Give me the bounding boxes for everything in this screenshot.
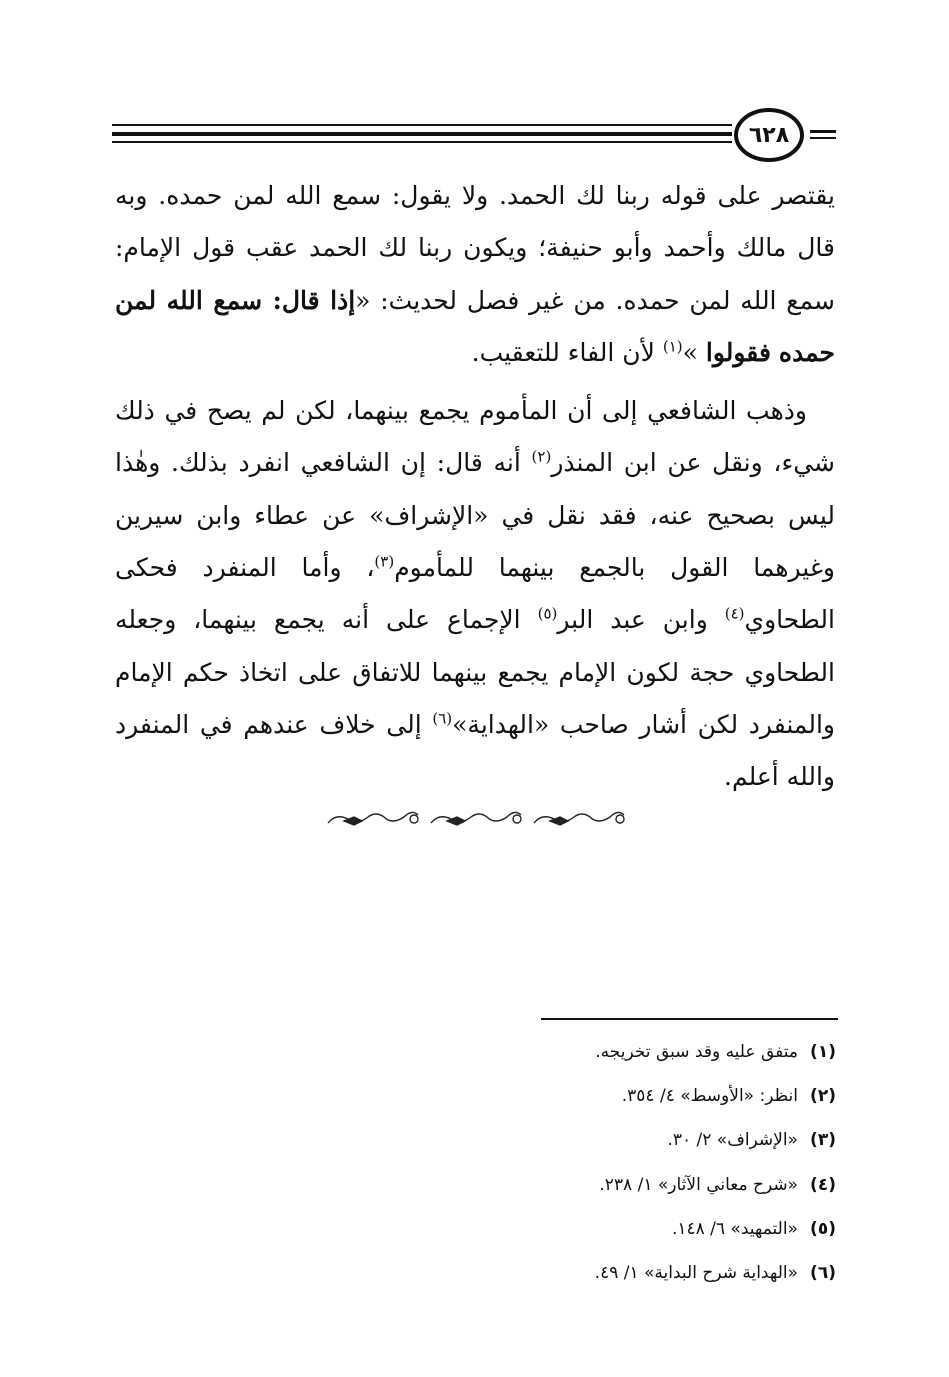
footnote-ref: (٦) xyxy=(432,709,453,728)
footnote-separator xyxy=(541,1018,838,1020)
footnote-number: (٦) xyxy=(810,1263,836,1284)
text-line: أنه قال: إن الشافعي انفرد بذلك. وهٰذا xyxy=(115,448,532,478)
text-line: الإمام والمنفرد لكن أشار صاحب «الهداية» xyxy=(115,657,835,739)
header-rule xyxy=(810,130,836,133)
text-line: ، وأما المنفرد فحكى xyxy=(115,553,375,583)
quote-mark: » xyxy=(682,337,706,367)
text-line: ليس بصحيح عنه، فقد نقل في «الإشراف» عن عطاء وابن سيرين xyxy=(115,500,835,530)
footnote-ref: (٣) xyxy=(374,552,395,571)
footnotes xyxy=(400,1030,836,1295)
page-header xyxy=(112,108,836,158)
text-line: الإجماع على أنه يجمع بينهما، وجعله xyxy=(115,605,538,635)
footnote-ref: (٢) xyxy=(531,448,552,467)
footnote-item xyxy=(400,1030,836,1074)
text-line: الله لمن حمده. من غير فصل لحديث: « xyxy=(355,285,777,315)
text-line: وذهب الشافعي إلى أن المأموم يجمع بينهما، لكن لم يصح في ذلك xyxy=(115,396,807,426)
footnote-number: (٣) xyxy=(810,1130,836,1151)
footnote-text: انظر: «الأوسط» ٤/ ٣٥٤. xyxy=(621,1086,798,1107)
footnote-text: «التمهيد» ٦/ ١٤٨. xyxy=(671,1218,798,1239)
text-line: يقتصر على قوله ربنا لك الحمد. ولا يقول: سمع الله لمن حمده. وبه قال xyxy=(115,181,835,263)
footnote-item xyxy=(400,1207,836,1251)
footnote-ref: (٥) xyxy=(537,605,558,624)
header-rule xyxy=(112,124,732,126)
hadith-quote-end: فقولوا xyxy=(705,337,771,367)
footnote-item xyxy=(400,1163,836,1207)
footnote-number: (٤) xyxy=(810,1174,836,1195)
text-line: وغيرهما القول بالجمع بينهما للمأموم xyxy=(394,553,835,583)
text-line: لأن الفاء للتعقيب. xyxy=(471,337,663,367)
footnote-text: «شرح معاني الآثار» ١/ ٢٣٨. xyxy=(599,1174,798,1195)
ornament-divider xyxy=(322,805,632,837)
footnote-item xyxy=(400,1118,836,1162)
footnote-number: (٥) xyxy=(810,1218,836,1239)
footnote-ref: (١) xyxy=(662,337,683,356)
footnote-item xyxy=(400,1074,836,1118)
ornament-motif xyxy=(534,812,624,825)
footnote-ref: (٤) xyxy=(724,605,745,624)
footnote-text: «الهداية شرح البداية» ١/ ٤٩. xyxy=(594,1263,798,1284)
paragraph-1 xyxy=(115,170,835,379)
footnote-number: (٢) xyxy=(810,1086,836,1107)
text-line: شيء، ونقل عن ابن المنذر xyxy=(551,448,835,478)
hadith-quote: إذا قال: سمع الله لمن حمده xyxy=(115,285,835,367)
text-line: وابن عبد البر xyxy=(557,605,725,635)
ornament-motif xyxy=(431,812,521,825)
main-text xyxy=(115,170,835,804)
text-line: الطحاوي xyxy=(744,605,835,635)
header-rule xyxy=(112,132,732,136)
footnote-text: «الإشراف» ٢/ ٣٠. xyxy=(667,1130,798,1151)
header-rule xyxy=(112,141,732,143)
footnote-text: متفق عليه وقد سبق تخريجه. xyxy=(595,1042,798,1062)
header-rule xyxy=(810,137,836,139)
ornament-motif xyxy=(328,812,418,825)
text-line: المنفرد والله أعلم. xyxy=(115,709,835,792)
text-line: إلى خلاف عندهم في xyxy=(199,709,433,739)
text-line: مالك وأحمد وأبو حنيفة؛ ويكون ربنا لك الحمد عقب قول الإمام: سمع xyxy=(115,233,836,315)
page-number: ٦٢٨ xyxy=(734,108,804,162)
paragraph-2 xyxy=(115,385,835,803)
footnote-item xyxy=(400,1251,836,1295)
text-line: الطحاوي حجة لكون الإمام يجمع بينهما للاتفاق على اتخاذ حكم xyxy=(182,657,835,687)
footnote-number: (١) xyxy=(810,1042,836,1062)
